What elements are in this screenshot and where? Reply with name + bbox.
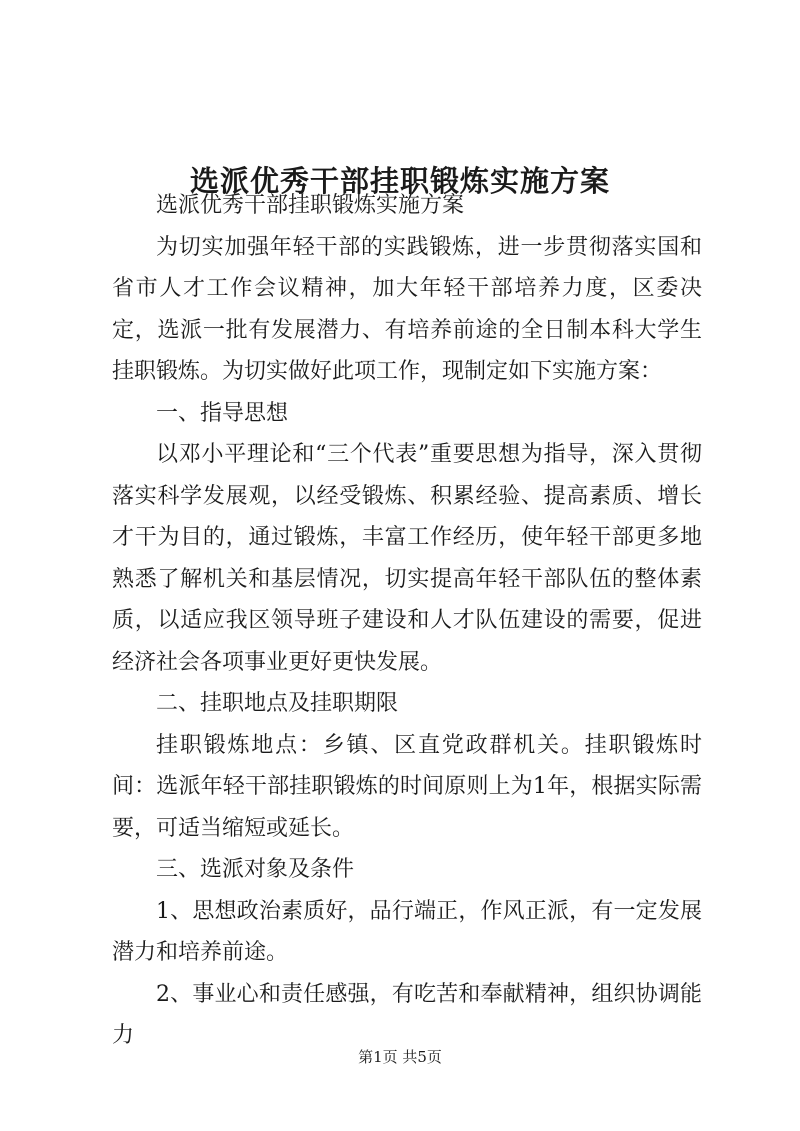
section-heading-guiding-ideology: 一、指导思想	[156, 400, 289, 426]
page-number: 第1页 共5页	[358, 1048, 442, 1066]
paragraph-subtitle: 选派优秀干部挂职锻炼实施方案	[156, 193, 465, 218]
section-heading-location-term: 二、挂职地点及挂职期限	[156, 691, 399, 716]
paragraph-criterion-2: 2、事业心和责任感强，有吃苦和奉献精神，组织协调能力	[112, 981, 702, 1048]
paragraph-criterion-1: 1、思想政治素质好，品行端正，作风正派，有一定发展潜力和培养前途。	[112, 898, 702, 965]
document-body	[112, 185, 702, 1057]
paragraph-intro: 为切实加强年轻干部的实践锻炼，进一步贯彻落实国和省市人才工作会议精神，加大年轻干部培养力度，区委决定，选派一批有发展潜力、有培养前途的全日制本科大学生挂职锻炼。为切实做好此项工作，现制定如下实施方案：	[112, 234, 702, 384]
paragraph-guiding-ideology: 以邓小平理论和“三个代表”重要思想为指导，深入贯彻落实科学发展观，以经受锻炼、积累经验、提高素质、增长才干为目的，通过锻炼，丰富工作经历，使年轻干部更多地熟悉了解机关和基层情况，切实提高年轻干部队伍的整体素质，以适应我区领导班子建设和人才队伍建设的需要，促进经济社会各项事业更好更快发展。	[112, 442, 702, 675]
paragraph-location-term: 挂职锻炼地点：乡镇、区直党政群机关。挂职锻炼时间：选派年轻干部挂职锻炼的时间原则上为1年，根据实际需要，可适当缩短或延长。	[112, 732, 702, 841]
document-title: 选派优秀干部挂职锻炼实施方案	[189, 164, 610, 199]
section-heading-selection-criteria: 三、选派对象及条件	[156, 857, 355, 882]
